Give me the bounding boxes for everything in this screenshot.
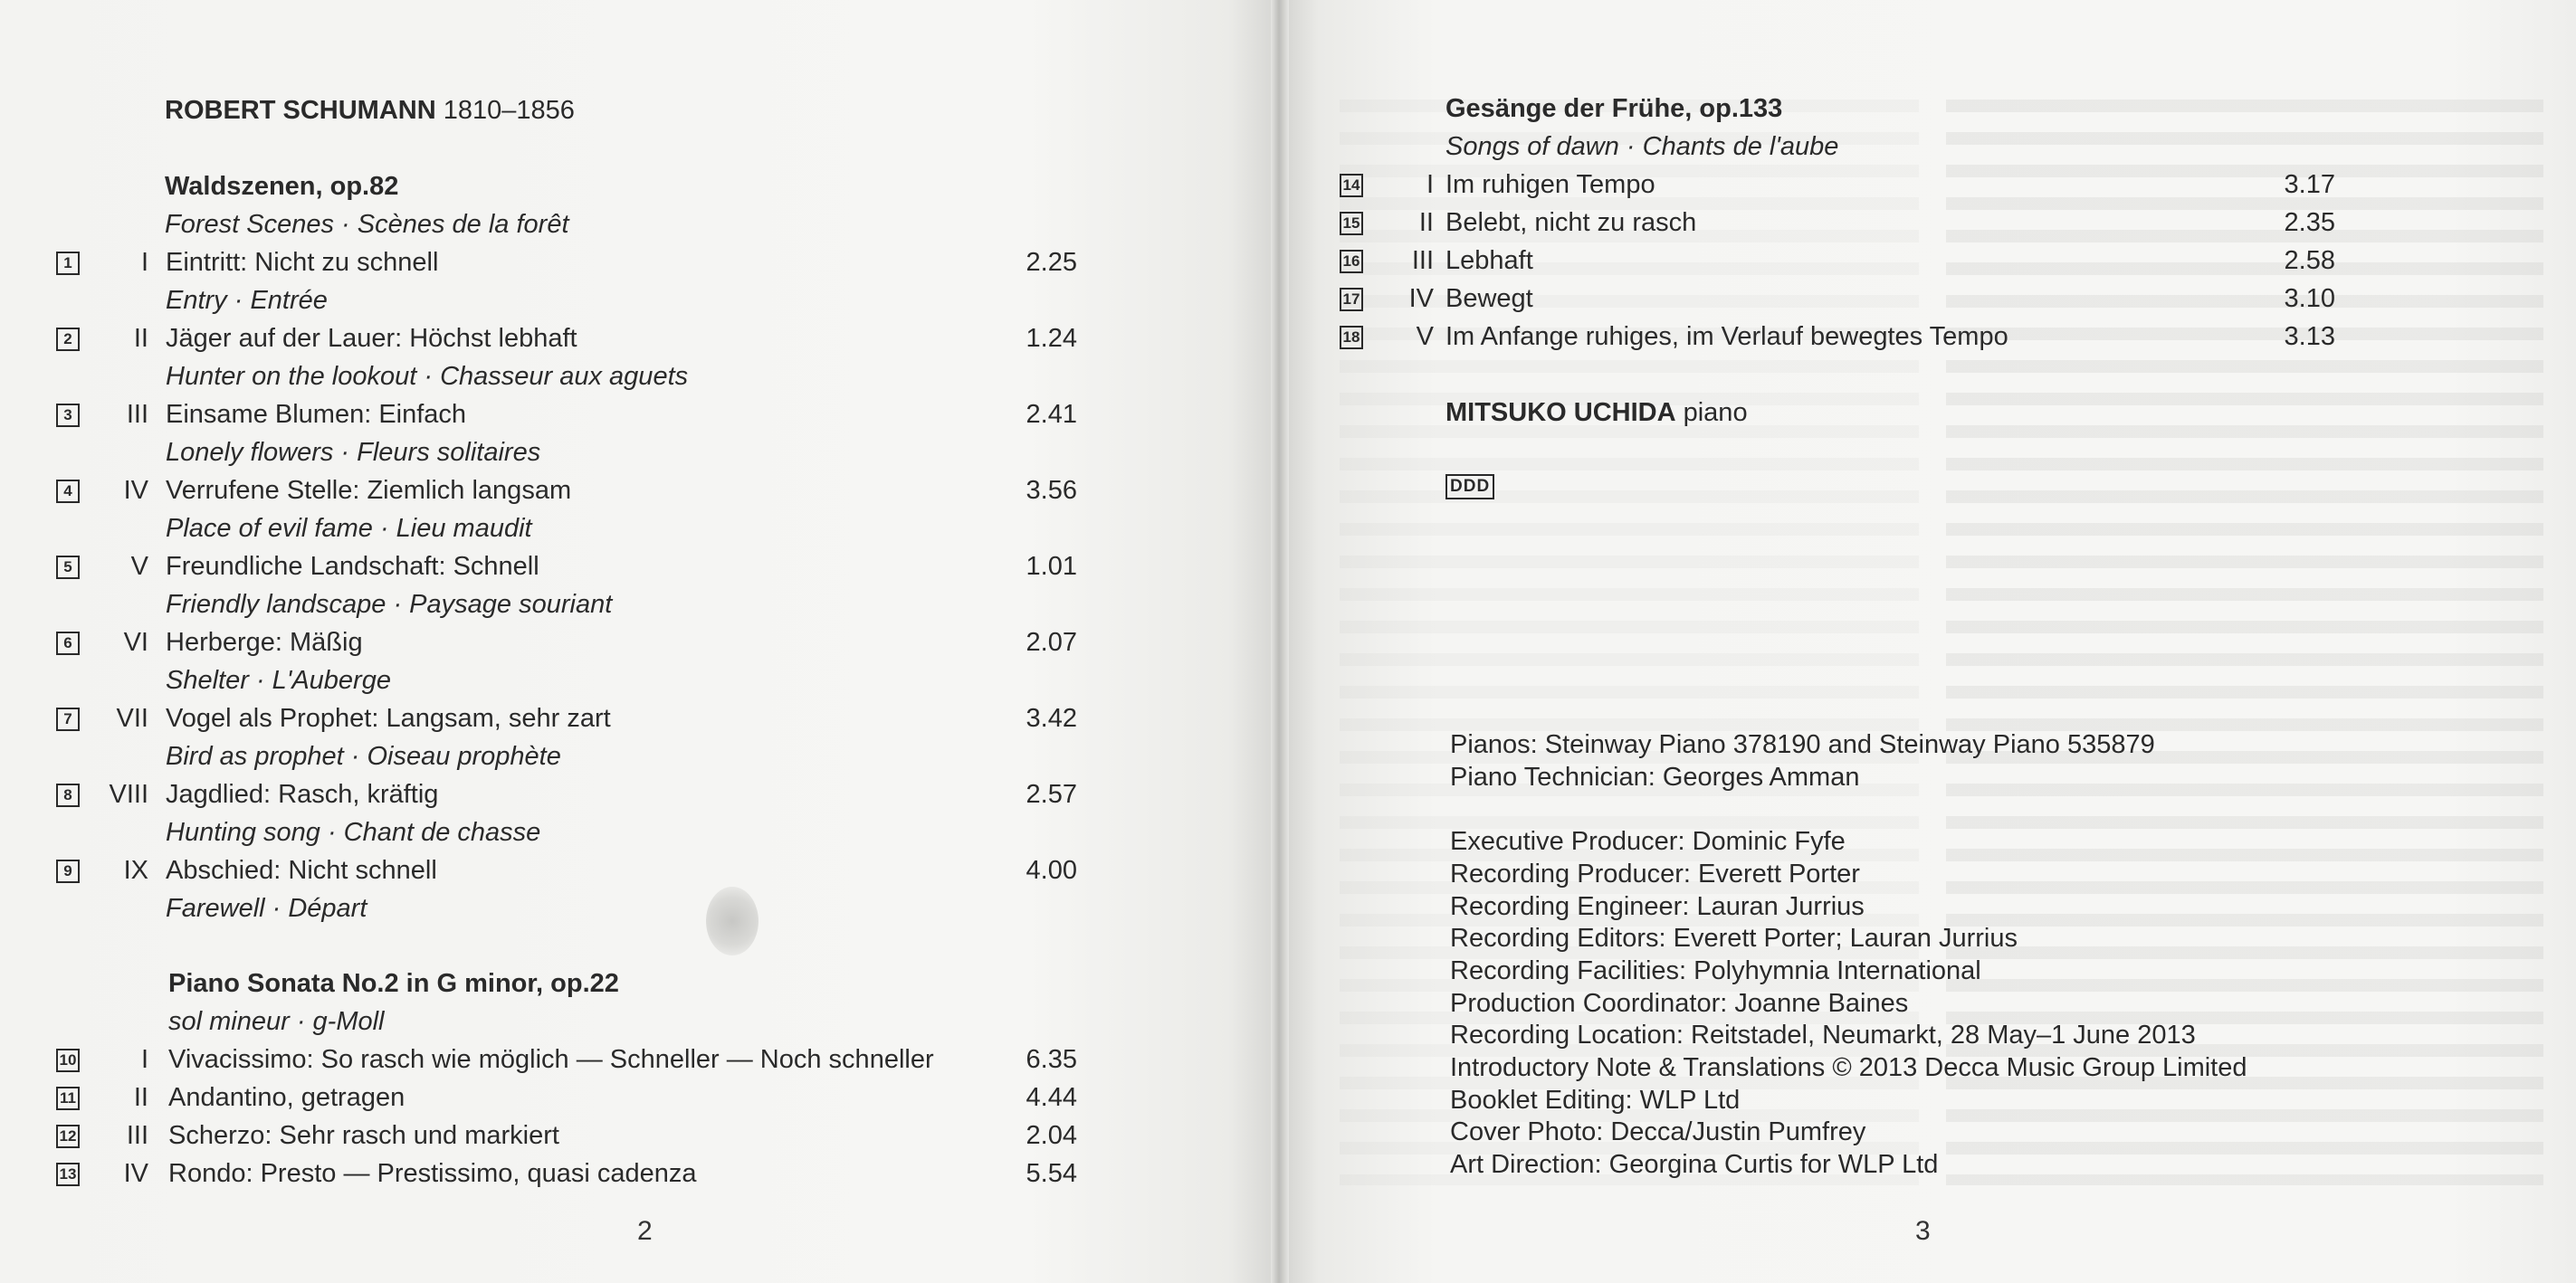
track-number-box: 13 <box>56 1163 80 1186</box>
work-subtitle: sol mineur · g-Moll <box>168 1007 385 1036</box>
credit-line: Recording Producer: Everett Porter <box>1450 859 1860 889</box>
track-duration: 2.04 <box>1026 1121 1077 1150</box>
credits <box>1450 729 2247 1182</box>
track-row <box>1340 318 2444 356</box>
track-list <box>56 1041 1178 1193</box>
track-number-box: 15 <box>1340 212 1363 235</box>
track-list <box>1340 166 2444 356</box>
track-row <box>1340 242 2444 280</box>
movement-numeral: II <box>1418 208 1434 237</box>
work-title: Waldszenen, op.82 <box>165 172 399 201</box>
track-title: Vogel als Prophet: Langsam, sehr zart <box>166 704 611 733</box>
track-title: Einsame Blumen: Einfach <box>166 400 467 429</box>
booklet-spine <box>1271 0 1289 1283</box>
credits-spacer <box>1450 794 2247 826</box>
track-title: Jäger auf der Lauer: Höchst lebhaft <box>166 324 577 353</box>
credit-line: Recording Engineer: Lauran Jurrius <box>1450 891 1865 921</box>
credit-line: Recording Facilities: Polyhymnia International <box>1450 955 1981 985</box>
movement-numeral: III <box>126 1121 148 1150</box>
track-title: Jagdlied: Rasch, kräftig <box>166 780 439 809</box>
track-title: Im ruhigen Tempo <box>1445 170 1655 199</box>
track-row <box>56 319 1178 357</box>
ddd-badge: DDD <box>1445 474 1494 499</box>
work-title: Piano Sonata No.2 in G minor, op.22 <box>168 969 619 998</box>
track-row <box>1340 166 2444 204</box>
credits-group-production <box>1450 826 2247 1182</box>
track-row <box>56 547 1178 585</box>
credit-line: Executive Producer: Dominic Fyfe <box>1450 827 1846 857</box>
movement-numeral: I <box>140 1045 148 1074</box>
track-title: Herberge: Mäßig <box>166 628 363 657</box>
track-number-box: 11 <box>56 1087 80 1110</box>
track-translation: Hunter on the lookout · Chasseur aux aguets <box>166 362 689 391</box>
movement-numeral: IV <box>123 1159 148 1188</box>
track-number-box: 6 <box>56 632 80 655</box>
track-title: Bewegt <box>1445 284 1533 313</box>
work-subtitle: Songs of dawn · Chants de l'aube <box>1445 132 1839 161</box>
movement-numeral: III <box>1411 246 1434 275</box>
track-duration: 3.56 <box>1026 476 1077 505</box>
track-duration: 4.44 <box>1026 1083 1077 1112</box>
work-subtitle: Forest Scenes · Scènes de la forêt <box>165 210 569 239</box>
composer-name: ROBERT SCHUMANN <box>165 96 436 125</box>
track-title: Lebhaft <box>1445 246 1533 275</box>
track-translation: Shelter · L'Auberge <box>166 666 391 695</box>
track-title: Rondo: Presto — Prestissimo, quasi cadenza <box>168 1159 697 1188</box>
track-row <box>1340 204 2444 242</box>
track-number-box: 3 <box>56 404 80 427</box>
track-translation: Place of evil fame · Lieu maudit <box>166 514 532 543</box>
track-number-box: 7 <box>56 708 80 731</box>
movement-numeral: VIII <box>109 780 148 809</box>
track-row <box>56 699 1178 737</box>
page-number-left: 2 <box>637 1216 653 1246</box>
track-number-box: 2 <box>56 328 80 351</box>
work-title: Gesänge der Frühe, op.133 <box>1445 94 1783 123</box>
credit-line: Booklet Editing: WLP Ltd <box>1450 1085 1741 1115</box>
track-number-box: 14 <box>1340 174 1363 197</box>
track-duration: 2.25 <box>1026 248 1077 277</box>
performer-instrument: piano <box>1683 398 1748 427</box>
performer-name: MITSUKO UCHIDA <box>1445 398 1676 427</box>
track-duration: 4.00 <box>1026 856 1077 885</box>
track-duration: 2.35 <box>2284 208 2335 237</box>
credit-line: Pianos: Steinway Piano 378190 and Steinway Piano 535879 <box>1450 730 2155 759</box>
track-duration: 3.10 <box>2284 284 2335 313</box>
track-title: Belebt, nicht zu rasch <box>1445 208 1697 237</box>
movement-numeral: VI <box>123 628 148 657</box>
movement-numeral: IX <box>123 856 148 885</box>
track-row <box>56 1041 1178 1079</box>
track-list <box>56 243 1178 927</box>
movement-numeral: IV <box>1408 284 1434 313</box>
track-duration: 3.17 <box>2284 170 2335 199</box>
track-title: Freundliche Landschaft: Schnell <box>166 552 539 581</box>
track-translation: Lonely flowers · Fleurs solitaires <box>166 438 541 467</box>
track-number-box: 12 <box>56 1125 80 1148</box>
composer-heading <box>165 91 575 129</box>
credit-line: Cover Photo: Decca/Justin Pumfrey <box>1450 1117 1866 1147</box>
track-translation: Farewell · Départ <box>166 894 367 923</box>
track-number-box: 1 <box>56 252 80 275</box>
movement-numeral: I <box>140 248 148 277</box>
movement-numeral: II <box>133 1083 148 1112</box>
ddd-badge-wrapper <box>1445 474 1494 499</box>
track-row <box>1340 280 2444 318</box>
movement-numeral: VII <box>116 704 148 733</box>
track-row <box>56 395 1178 433</box>
track-number-box: 9 <box>56 860 80 883</box>
track-title: Scherzo: Sehr rasch und markiert <box>168 1121 559 1150</box>
track-translation: Entry · Entrée <box>166 286 328 315</box>
movement-numeral: II <box>133 324 148 353</box>
credit-line: Production Coordinator: Joanne Baines <box>1450 988 1909 1018</box>
track-row <box>56 851 1178 889</box>
work-sonata <box>56 965 1178 1193</box>
track-duration: 2.58 <box>2284 246 2335 275</box>
track-row <box>56 1079 1178 1117</box>
work-gesange <box>1340 90 2444 356</box>
track-duration: 2.41 <box>1026 400 1077 429</box>
track-title: Abschied: Nicht schnell <box>166 856 437 885</box>
credit-line: Piano Technician: Georges Amman <box>1450 762 1860 792</box>
track-number-box: 8 <box>56 784 80 807</box>
track-duration: 3.42 <box>1026 704 1077 733</box>
track-title: Verrufene Stelle: Ziemlich langsam <box>166 476 572 505</box>
track-number-box: 4 <box>56 480 80 503</box>
page-number-right: 3 <box>1915 1216 1931 1246</box>
track-duration: 1.01 <box>1026 552 1077 581</box>
track-translation: Hunting song · Chant de chasse <box>166 818 541 847</box>
track-row <box>56 1155 1178 1193</box>
track-duration: 5.54 <box>1026 1159 1077 1188</box>
track-number-box: 17 <box>1340 288 1363 311</box>
track-duration: 1.24 <box>1026 324 1077 353</box>
track-translation: Bird as prophet · Oiseau prophète <box>166 742 561 771</box>
track-title: Eintritt: Nicht zu schnell <box>166 248 439 277</box>
credit-line: Recording Location: Reitstadel, Neumarkt, 28 May–1 June 2013 <box>1450 1021 2196 1050</box>
credit-line: Recording Editors: Everett Porter; Lauran Jurrius <box>1450 924 2018 954</box>
performer-heading <box>1445 394 1748 432</box>
credit-line: Introductory Note & Translations © 2013 Decca Music Group Limited <box>1450 1053 2247 1083</box>
track-duration: 2.57 <box>1026 780 1077 809</box>
work-waldszenen <box>56 167 1178 927</box>
track-duration: 6.35 <box>1026 1045 1077 1074</box>
track-number-box: 18 <box>1340 326 1363 349</box>
track-row <box>56 1117 1178 1155</box>
movement-numeral: V <box>130 552 148 581</box>
track-number-box: 10 <box>56 1049 80 1072</box>
credits-group-instruments <box>1450 729 2247 794</box>
track-row <box>56 243 1178 281</box>
track-number-box: 16 <box>1340 250 1363 273</box>
track-duration: 2.07 <box>1026 628 1077 657</box>
credit-line: Art Direction: Georgina Curtis for WLP Ltd <box>1450 1150 1939 1180</box>
track-number-box: 5 <box>56 556 80 579</box>
track-row <box>56 623 1178 661</box>
track-duration: 3.13 <box>2284 322 2335 351</box>
track-title: Im Anfange ruhiges, im Verlauf bewegtes Tempo <box>1445 322 2008 351</box>
movement-numeral: V <box>1416 322 1434 351</box>
track-translation: Friendly landscape · Paysage souriant <box>166 590 613 619</box>
movement-numeral: III <box>126 400 148 429</box>
composer-dates: 1810–1856 <box>443 96 575 125</box>
track-title: Vivacissimo: So rasch wie möglich — Schneller — Noch schneller <box>168 1045 934 1074</box>
track-title: Andantino, getragen <box>168 1083 405 1112</box>
track-row <box>56 471 1178 509</box>
movement-numeral: I <box>1426 170 1434 199</box>
track-row <box>56 775 1178 813</box>
movement-numeral: IV <box>123 476 148 505</box>
